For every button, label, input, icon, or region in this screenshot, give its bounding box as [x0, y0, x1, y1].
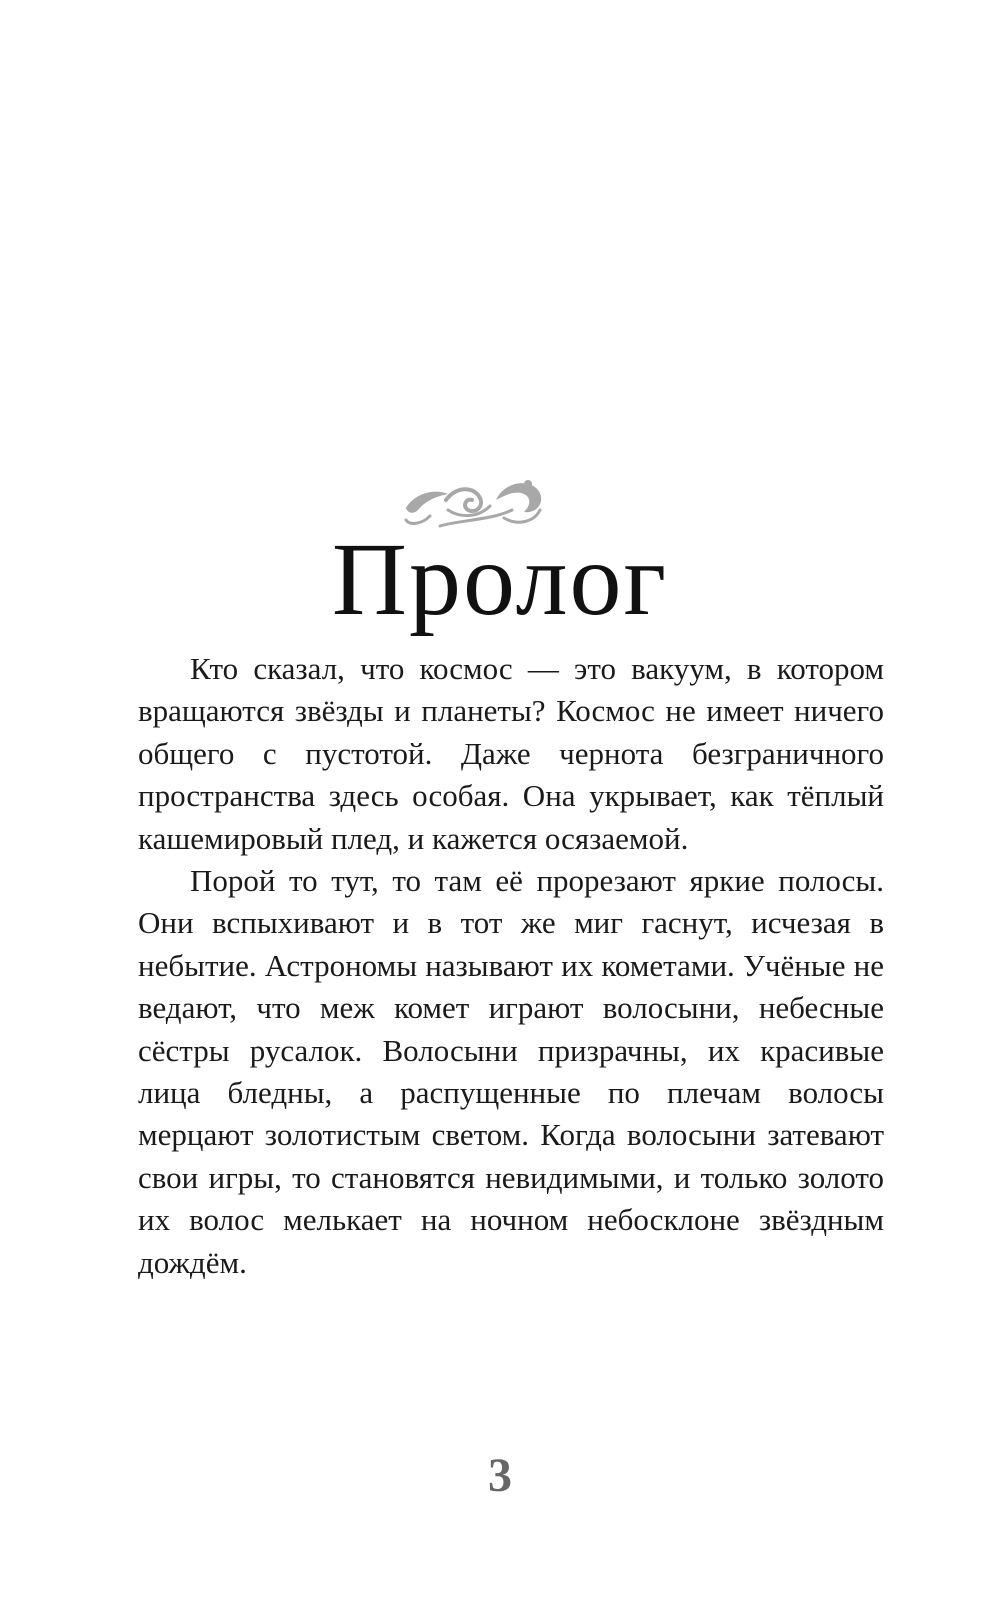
- paragraph-2: Порой то тут, то там её прорезают яркие полосы. Они вспыхивают и в тот же миг гаснут, исчезая в небытие. Астрономы называют их кометами. Учёные не ведают, что меж комет играют волосыни, небесные сёстры русалок. Волосыни призрачны, их красивые лица бледны, а распущенные по плечам волосы мерцают золотистым светом. Когда волосыни затевают свои игры, то становятся невидимыми, и только золото их волос мелькает на ночном небосклоне звёздным дождём.: [138, 863, 884, 1280]
- chapter-text: [138, 648, 884, 1284]
- paragraph-1: Кто сказал, что космос — это вакуум, в котором вращаются звёзды и планеты? Космос не имеет ничего общего с пустотой. Даже чернота безграничного пространства здесь особая. Она укрывает, как тёплый кашемировый плед, и кажется осязаемой.: [138, 651, 884, 856]
- chapter-title: Пролог: [331, 522, 669, 637]
- page-number: 3: [488, 1449, 512, 1502]
